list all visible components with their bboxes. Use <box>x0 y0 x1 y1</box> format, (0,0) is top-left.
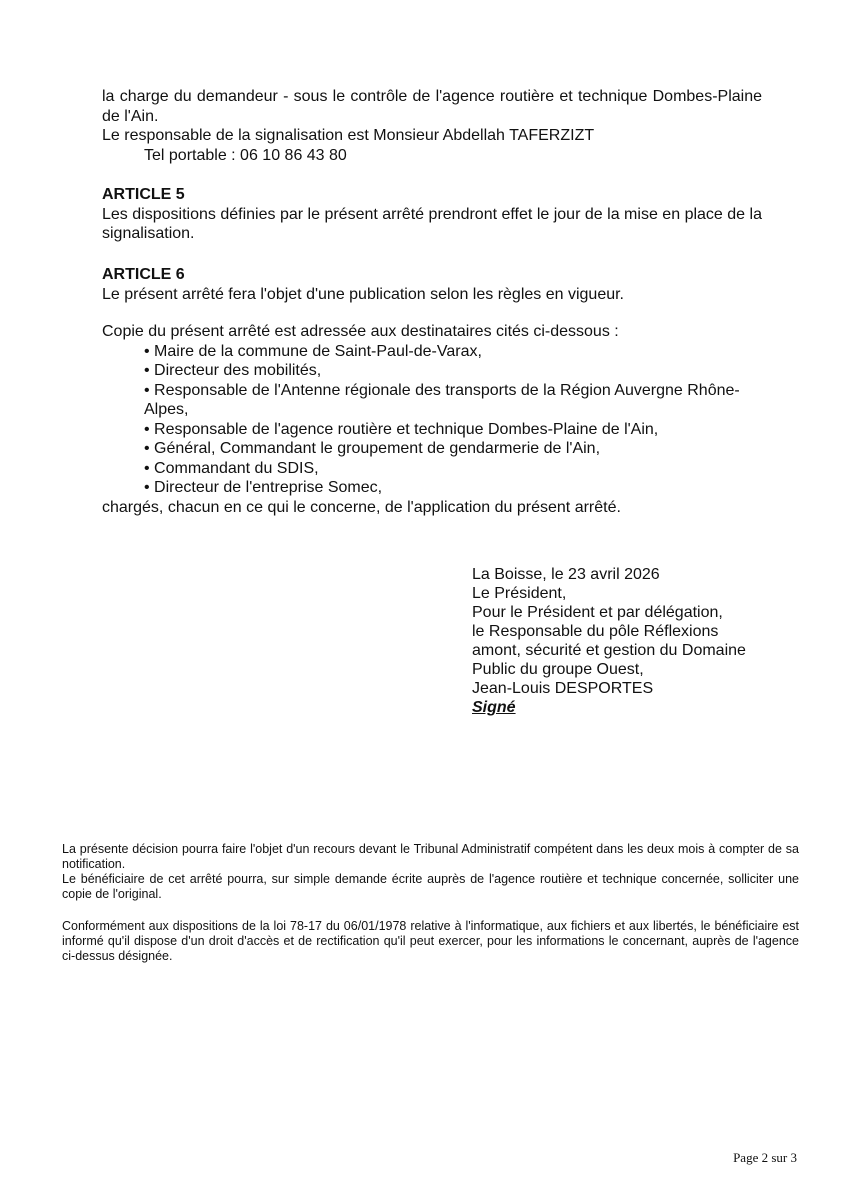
copies-intro: Copie du présent arrêté est adressée aux destinataires cités ci-dessous : <box>102 323 619 340</box>
intro-section <box>102 87 762 165</box>
recipient-item: • Directeur des mobilités, <box>144 362 322 379</box>
article-6 <box>102 265 762 304</box>
recipient-item: • Responsable de l'Antenne régionale des transports de la Région Auvergne Rhône- <box>144 381 740 399</box>
recipient-item: • Responsable de l'agence routière et technique Dombes-Plaine de l'Ain, <box>144 420 659 438</box>
intro-continuation: la charge du demandeur - sous le contrôle de l'agence routière et technique Dombes-Plaine de l'Ain. <box>102 88 762 125</box>
signed-mark: Signé <box>472 699 516 716</box>
role-line: Public du groupe Ouest, <box>472 661 644 678</box>
signatory-title: Le Président, <box>472 585 567 602</box>
recipient-item: • Commandant du SDIS, <box>144 459 319 477</box>
recipient-item: • Général, Commandant le groupement de gendarmerie de l'Ain, <box>144 440 601 457</box>
recipient-item: • Maire de la commune de Saint-Paul-de-Varax, <box>144 342 482 360</box>
appeal-notice: La présente décision pourra faire l'objet d'un recours devant le Tribunal Administratif compétent dans les deux mois à compter de sa notification. <box>62 842 799 871</box>
page-number: Page 2 sur 3 <box>733 1150 797 1165</box>
privacy-notice <box>62 919 799 964</box>
privacy-text: Conformément aux dispositions de la loi 78-17 du 06/01/1978 relative à l'informatique, aux fichiers et aux libertés, le bénéficiaire est informé qu'il dispose d'un droit d'accès et de rectification qu'il peut exercer, pour les informations le concernant, auprès de l'agence ci-dessus désignée. <box>62 919 799 963</box>
legal-notice <box>62 842 799 902</box>
signatory-name: Jean-Louis DESPORTES <box>472 680 654 697</box>
signage-responsible: Le responsable de la signalisation est Monsieur Abdellah TAFERZIZT <box>102 127 595 144</box>
place-date: La Boisse, le 23 avril 2026 <box>472 566 660 583</box>
article-5-heading: ARTICLE 5 <box>102 186 185 203</box>
signature-block <box>472 565 792 717</box>
copies-section <box>102 322 762 517</box>
role-line: le Responsable du pôle Réflexions <box>472 623 719 640</box>
phone-number: Tel portable : 06 10 86 43 80 <box>144 146 347 164</box>
article-5 <box>102 185 762 244</box>
recipient-item: • Directeur de l'entreprise Somec, <box>144 479 383 496</box>
copies-closing: chargés, chacun en ce qui le concerne, de l'application du présent arrêté. <box>102 498 621 516</box>
article-6-heading: ARTICLE 6 <box>102 266 185 283</box>
delegation-line: Pour le Président et par délégation, <box>472 604 723 621</box>
article-6-text: Le présent arrêté fera l'objet d'une publication selon les règles en vigueur. <box>102 285 624 303</box>
article-5-text: Les dispositions définies par le présent arrêté prendront effet le jour de la mise en place de la signalisation. <box>102 205 762 242</box>
copy-request-notice: Le bénéficiaire de cet arrêté pourra, sur simple demande écrite auprès de l'agence routière et technique concernée, solliciter une copie de l'original. <box>62 872 799 901</box>
role-line: amont, sécurité et gestion du Domaine <box>472 642 746 659</box>
recipient-item-continuation: Alpes, <box>144 401 189 418</box>
